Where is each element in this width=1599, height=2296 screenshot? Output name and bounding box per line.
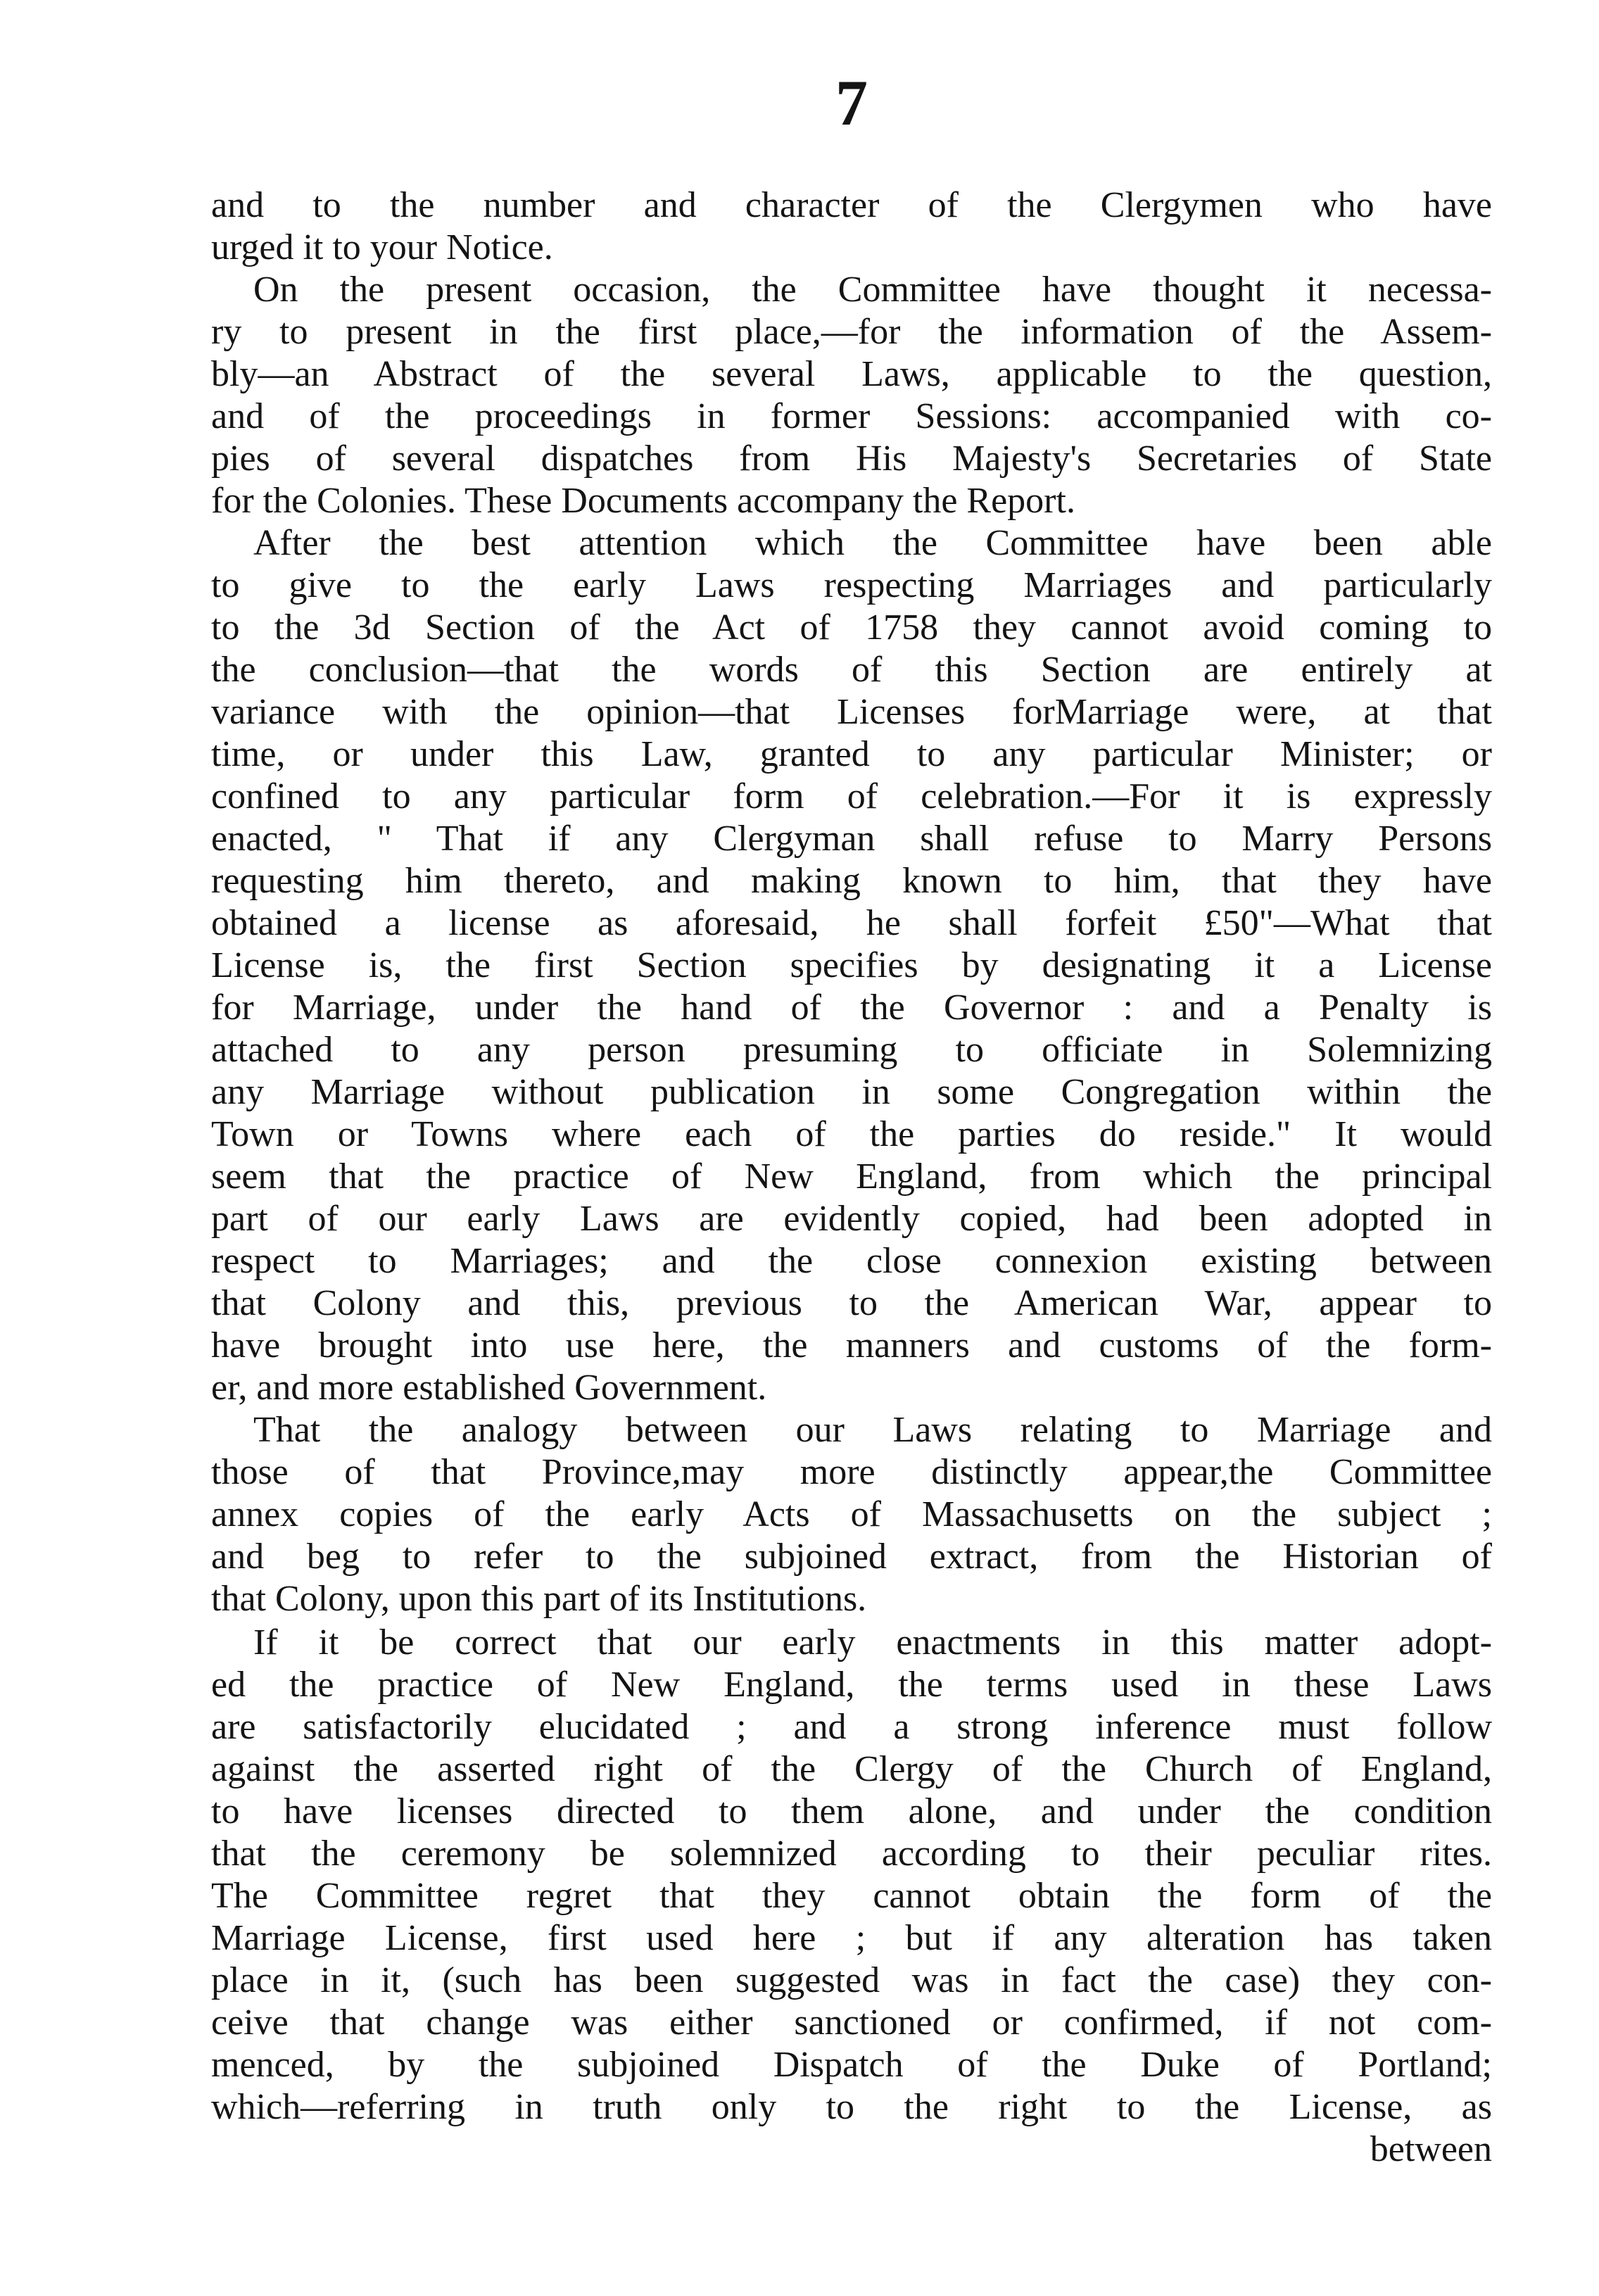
text-line: bly—an Abstract of the several Laws, applicable to the question, <box>211 354 1492 394</box>
text-line-struck: part of our early Laws are evidently copied, had been adopted in <box>211 1199 1492 1239</box>
text-line: enacted, " That if any Clergyman shall refuse to Marry Persons <box>211 819 1492 859</box>
text-line: ry to present in the first place,—for the information of the Assem- <box>211 312 1492 352</box>
text-line: which—referring in truth only to the right to the License, as <box>211 2087 1492 2127</box>
text-line: er, and more established Government. <box>211 1368 767 1408</box>
text-line: and beg to refer to the subjoined extract, from the Historian of <box>211 1537 1492 1577</box>
text-line: That the analogy between our Laws relating to Marriage and <box>253 1410 1492 1450</box>
text-line: variance with the opinion—that Licenses forMarriage were, at that <box>211 692 1492 732</box>
text-line: obtained a license as aforesaid, he shall forfeit £50"—What that <box>211 903 1492 943</box>
text-line: the conclusion—that the words of this Section are entirely at <box>211 650 1492 690</box>
text-line: On the present occasion, the Committee have thought it necessa- <box>253 270 1492 310</box>
text-line: menced, by the subjoined Dispatch of the Duke of Portland; <box>211 2045 1492 2085</box>
text-line: annex copies of the early Acts of Massachusetts on the subject ; <box>211 1494 1492 1534</box>
text-line: confined to any particular form of celebration.—For it is expressly <box>211 776 1492 816</box>
catchword: between <box>1370 2129 1492 2169</box>
text-line: for the Colonies. These Documents accompany the Report. <box>211 481 1075 521</box>
text-line: Marriage License, first used here ; but if any alteration has taken <box>211 1918 1492 1958</box>
text-line: and of the proceedings in former Sessions: accompanied with co- <box>211 396 1492 436</box>
text-line: that Colony, upon this part of its Institutions. <box>211 1579 867 1619</box>
page-number: 7 <box>835 67 868 139</box>
text-line: Town or Towns where each of the parties do reside." It would <box>211 1114 1492 1154</box>
text-line: attached to any person presuming to officiate in Solemnizing <box>211 1030 1492 1070</box>
text-line: to the 3d Section of the Act of 1758 they cannot avoid coming to <box>211 607 1492 648</box>
text-line: for Marriage, under the hand of the Governor : and a Penalty is <box>211 988 1492 1028</box>
text-line: to give to the early Laws respecting Marriages and particularly <box>211 565 1492 605</box>
text-line: time, or under this Law, granted to any particular Minister; or <box>211 734 1492 774</box>
text-line: ceive that change was either sanctioned or confirmed, if not com- <box>211 2002 1492 2043</box>
text-line: requesting him thereto, and making known to him, that they have <box>211 861 1492 901</box>
text-line: respect to Marriages; and the close connexion existing between <box>211 1241 1492 1281</box>
text-line: against the asserted right of the Clergy of the Church of England, <box>211 1749 1492 1789</box>
text-line: are satisfactorily elucidated ; and a strong inference must follow <box>211 1707 1492 1747</box>
text-line: ed the practice of New England, the terms used in these Laws <box>211 1665 1492 1705</box>
text-line: have brought into use here, the manners and customs of the form- <box>211 1325 1492 1365</box>
text-line: License is, the first Section specifies by designating it a License <box>211 945 1492 985</box>
text-line: any Marriage without publication in some Congregation within the <box>211 1072 1492 1112</box>
text-line: that the ceremony be solemnized according to their peculiar rites. <box>211 1834 1492 1874</box>
text-line: urged it to your Notice. <box>211 227 553 267</box>
text-line: If it be correct that our early enactments in this matter adopt- <box>253 1622 1492 1663</box>
text-line: place in it, (such has been suggested was in fact the case) they con- <box>211 1960 1492 2000</box>
text-line: that Colony and this, previous to the American War, appear to <box>211 1283 1492 1323</box>
text-line: The Committee regret that they cannot obtain the form of the <box>211 1876 1492 1916</box>
text-line: and to the number and character of the Clergymen who have <box>211 185 1492 225</box>
text-line: After the best attention which the Committee have been able <box>253 523 1492 563</box>
body-text <box>211 184 1492 2171</box>
text-line: seem that the practice of New England, from which the principal <box>211 1156 1492 1197</box>
text-line: pies of several dispatches from His Majesty's Secretaries of State <box>211 439 1492 479</box>
text-line: to have licenses directed to them alone, and under the condition <box>211 1791 1492 1831</box>
text-line: those of that Province,may more distinctly appear,the Committee <box>211 1452 1492 1492</box>
